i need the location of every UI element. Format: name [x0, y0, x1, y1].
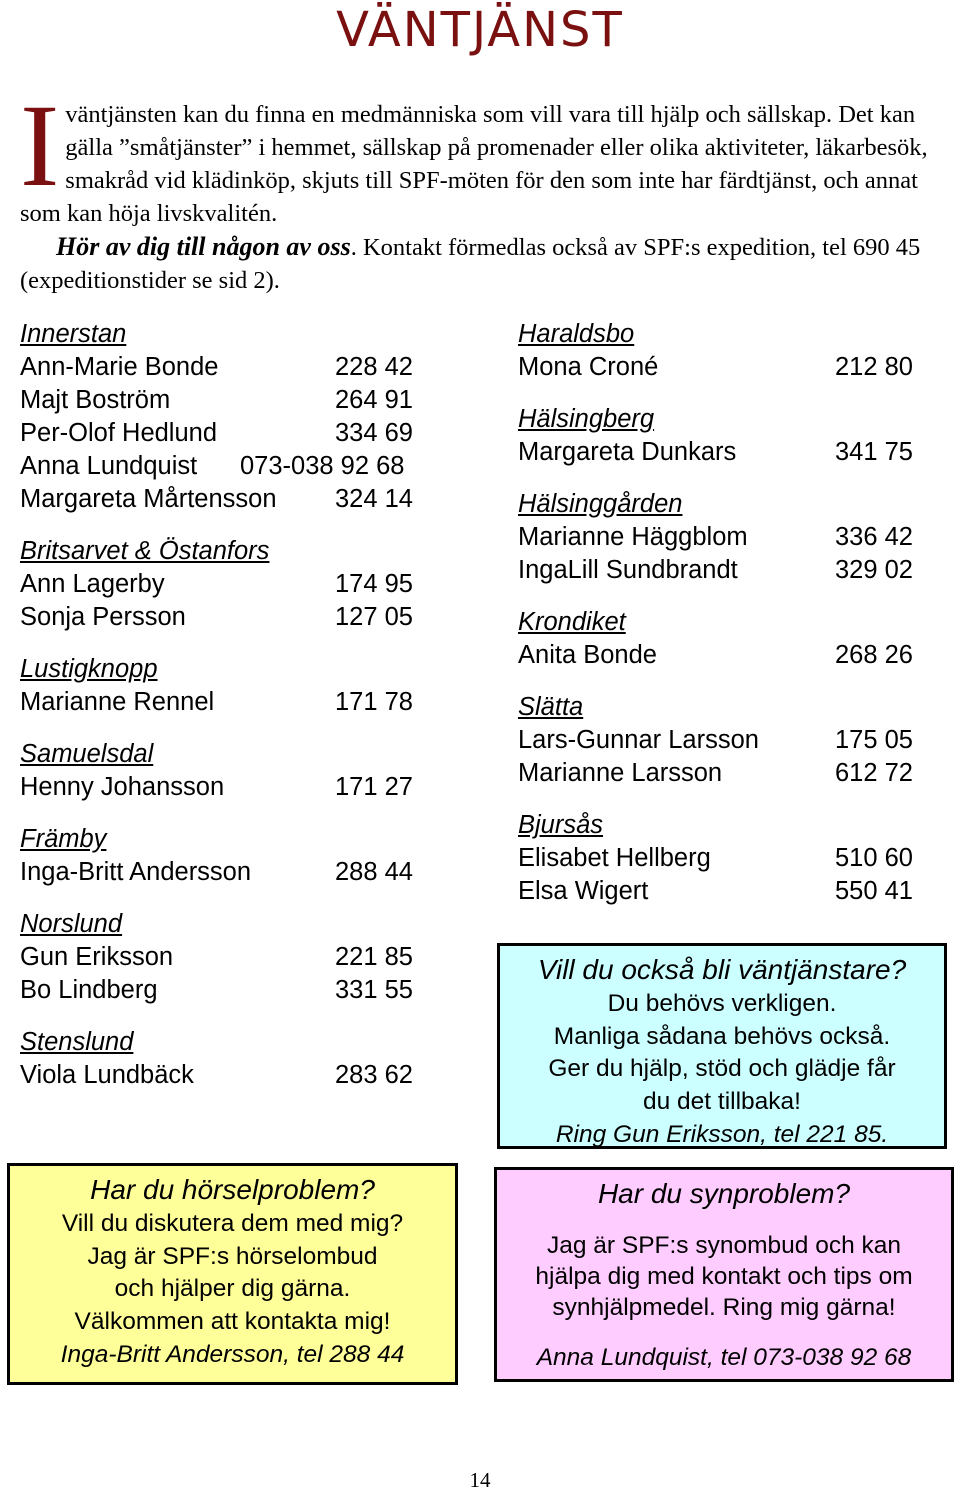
contact-name: Marianne Häggblom: [518, 523, 748, 551]
left-area-column: [20, 318, 440, 1092]
area-spacer: [20, 889, 440, 908]
volunteer-heading: Vill du också bli väntjänstare?: [537, 954, 907, 985]
area-block: [20, 823, 440, 889]
hearing-box: [7, 1163, 458, 1385]
contact-phone: 334 69: [335, 419, 413, 447]
volunteer-box: [497, 943, 947, 1149]
contact-name: Viola Lundbäck: [20, 1061, 194, 1089]
contact-row: [20, 771, 440, 804]
area-block: [20, 318, 440, 516]
contact-phone: 228 42: [335, 353, 413, 381]
area-block: [518, 403, 938, 469]
contact-row: [20, 483, 440, 516]
contact-row: [518, 639, 938, 672]
area-spacer: [518, 672, 938, 691]
area-block: [518, 318, 938, 384]
area-spacer: [518, 469, 938, 488]
contact-phone: 221 85: [335, 943, 413, 971]
contact-name: Ann Lagerby: [20, 570, 165, 598]
contact-row: [20, 450, 440, 483]
contact-phone: 336 42: [835, 523, 913, 551]
contact-phone: 127 05: [335, 603, 413, 631]
contact-row: [20, 417, 440, 450]
contact-phone: 073-038 92 68: [240, 452, 405, 480]
page-title: VÄNTJÄNST: [336, 2, 624, 58]
area-name: Slätta: [518, 693, 584, 721]
area-spacer: [518, 587, 938, 606]
hearing-signature: Inga-Britt Andersson, tel 288 44: [60, 1341, 405, 1368]
intro-text: [20, 80, 950, 230]
contact-phone: 510 60: [835, 844, 913, 872]
area-block: [20, 653, 440, 719]
drop-cap: I: [20, 80, 60, 211]
contact-row: [518, 757, 938, 790]
vision-line: Jag är SPF:s synombud och kan: [546, 1232, 902, 1259]
contact-row: [518, 436, 938, 469]
area-block: [20, 908, 440, 1007]
contact-row: [20, 1059, 440, 1092]
contact-phone: 268 26: [835, 641, 913, 669]
contact-name: Elisabet Hellberg: [518, 844, 711, 872]
contact-row: [20, 686, 440, 719]
contact-name: Anna Lundquist: [20, 452, 198, 480]
contact-phone: 171 27: [335, 773, 413, 801]
area-name: Lustigknopp: [20, 655, 158, 683]
contact-phone: 174 95: [335, 570, 413, 598]
area-spacer: [20, 634, 440, 653]
area-name: Hälsingberg: [518, 405, 655, 433]
vision-heading: Har du synproblem?: [597, 1178, 851, 1209]
contact-row: [518, 875, 938, 908]
contact-phone: 329 02: [835, 556, 913, 584]
contact-row: [20, 974, 440, 1007]
area-name: Bjursås: [518, 811, 604, 839]
vision-signature: Anna Lundquist, tel 073-038 92 68: [536, 1344, 912, 1371]
intro-contact: [20, 230, 950, 297]
contact-row: [518, 724, 938, 757]
area-name: Främby: [20, 825, 107, 853]
contact-phone: 612 72: [835, 759, 913, 787]
area-block: [518, 606, 938, 672]
vision-box: [494, 1167, 954, 1382]
area-spacer: [518, 384, 938, 403]
hearing-line: och hjälper dig gärna.: [114, 1275, 351, 1302]
volunteer-line: Manliga sådana behövs också.: [553, 1022, 891, 1050]
contact-name: Per-Olof Hedlund: [20, 419, 218, 447]
area-block: [20, 535, 440, 634]
contact-name: Marianne Rennel: [20, 688, 215, 716]
volunteer-signature: Ring Gun Eriksson, tel 221 85.: [555, 1121, 889, 1148]
volunteer-line: du det tillbaka!: [643, 1087, 801, 1115]
area-block: [20, 738, 440, 804]
area-name: Samuelsdal: [20, 740, 154, 768]
page-number: 14: [469, 1468, 491, 1492]
volunteer-line: Du behövs verkligen.: [607, 990, 837, 1017]
contact-row: [518, 521, 938, 554]
area-spacer: [20, 719, 440, 738]
contact-name: Anita Bonde: [518, 641, 657, 669]
contact-name: Ann-Marie Bonde: [20, 353, 219, 381]
contact-phone: 288 44: [335, 858, 413, 886]
area-block: [518, 488, 938, 587]
intro-contact-text: . Kontakt förmedlas också av SPF:s expedition, tel 690 45 (expeditionstider se sid 2).: [20, 234, 921, 294]
contact-row: [20, 568, 440, 601]
contact-row: [20, 941, 440, 974]
contact-phone: 175 05: [835, 726, 913, 754]
contact-row: [518, 842, 938, 875]
area-name: Innerstan: [20, 320, 127, 348]
contact-row: [518, 351, 938, 384]
contact-row: [20, 384, 440, 417]
area-name: Norslund: [20, 910, 123, 938]
area-name: Britsarvet & Östanfors: [20, 537, 270, 565]
intro-paragraph: [20, 80, 950, 297]
area-spacer: [518, 790, 938, 809]
contact-name: IngaLill Sundbrandt: [518, 556, 738, 584]
area-spacer: [20, 516, 440, 535]
area-name: Stenslund: [20, 1028, 134, 1056]
contact-name: Inga-Britt Andersson: [20, 858, 252, 886]
area-block: [518, 809, 938, 908]
contact-phone: 283 62: [335, 1061, 413, 1089]
area-name: Krondiket: [518, 608, 626, 636]
contact-row: [20, 856, 440, 889]
contact-name: Sonja Persson: [20, 603, 186, 631]
contact-phone: 264 91: [335, 386, 413, 414]
area-spacer: [20, 804, 440, 823]
contact-name: Gun Eriksson: [20, 943, 174, 971]
area-spacer: [20, 1007, 440, 1026]
contact-phone: 324 14: [335, 485, 413, 513]
contact-name: Lars-Gunnar Larsson: [518, 726, 759, 754]
area-block: [518, 691, 938, 790]
hearing-line: Välkommen att kontakta mig!: [74, 1307, 391, 1335]
hearing-heading: Har du hörselproblem?: [90, 1174, 375, 1205]
contact-phone: 212 80: [835, 353, 913, 381]
contact-phone: 341 75: [835, 438, 913, 466]
contact-row: [20, 351, 440, 384]
contact-row: [20, 601, 440, 634]
intro-body: väntjänsten kan du finna en medmänniska som vill vara till hjälp och sällskap. Det kan gälla ”småtjänster” i hemmet, sällskap på promenader eller olika aktiviteter, läkarbesök, smakråd vid klädinköp, skjuts till SPF-möten för den som inte har färdtjänst, och annat som kan höja livskvalitén.: [20, 101, 928, 227]
contact-name: Margareta Dunkars: [518, 438, 737, 466]
vision-line: hjälpa dig med kontakt och tips om: [535, 1263, 913, 1290]
contact-name: Margareta Mårtensson: [20, 485, 277, 513]
contact-name: Bo Lindberg: [20, 976, 158, 1004]
contact-name: Majt Boström: [20, 386, 171, 414]
contact-name: Mona Croné: [518, 353, 659, 381]
area-block: [20, 1026, 440, 1092]
area-name: Hälsinggården: [518, 490, 683, 518]
vision-line: synhjälpmedel. Ring mig gärna!: [552, 1294, 896, 1321]
contact-name: Elsa Wigert: [518, 877, 649, 905]
intro-emphasis: Hör av dig till någon av oss: [56, 232, 351, 261]
contact-name: Marianne Larsson: [518, 759, 723, 787]
area-name: Haraldsbo: [518, 320, 635, 348]
contact-phone: 331 55: [335, 976, 413, 1004]
right-area-column: [518, 318, 938, 908]
hearing-line: Jag är SPF:s hörselombud: [87, 1242, 378, 1270]
volunteer-line: Ger du hjälp, stöd och glädje får: [548, 1055, 896, 1082]
contact-name: Henny Johansson: [20, 773, 225, 801]
contact-phone: 550 41: [835, 877, 913, 905]
contact-row: [518, 554, 938, 587]
contact-phone: 171 78: [335, 688, 413, 716]
hearing-line: Vill du diskutera dem med mig?: [61, 1210, 404, 1237]
